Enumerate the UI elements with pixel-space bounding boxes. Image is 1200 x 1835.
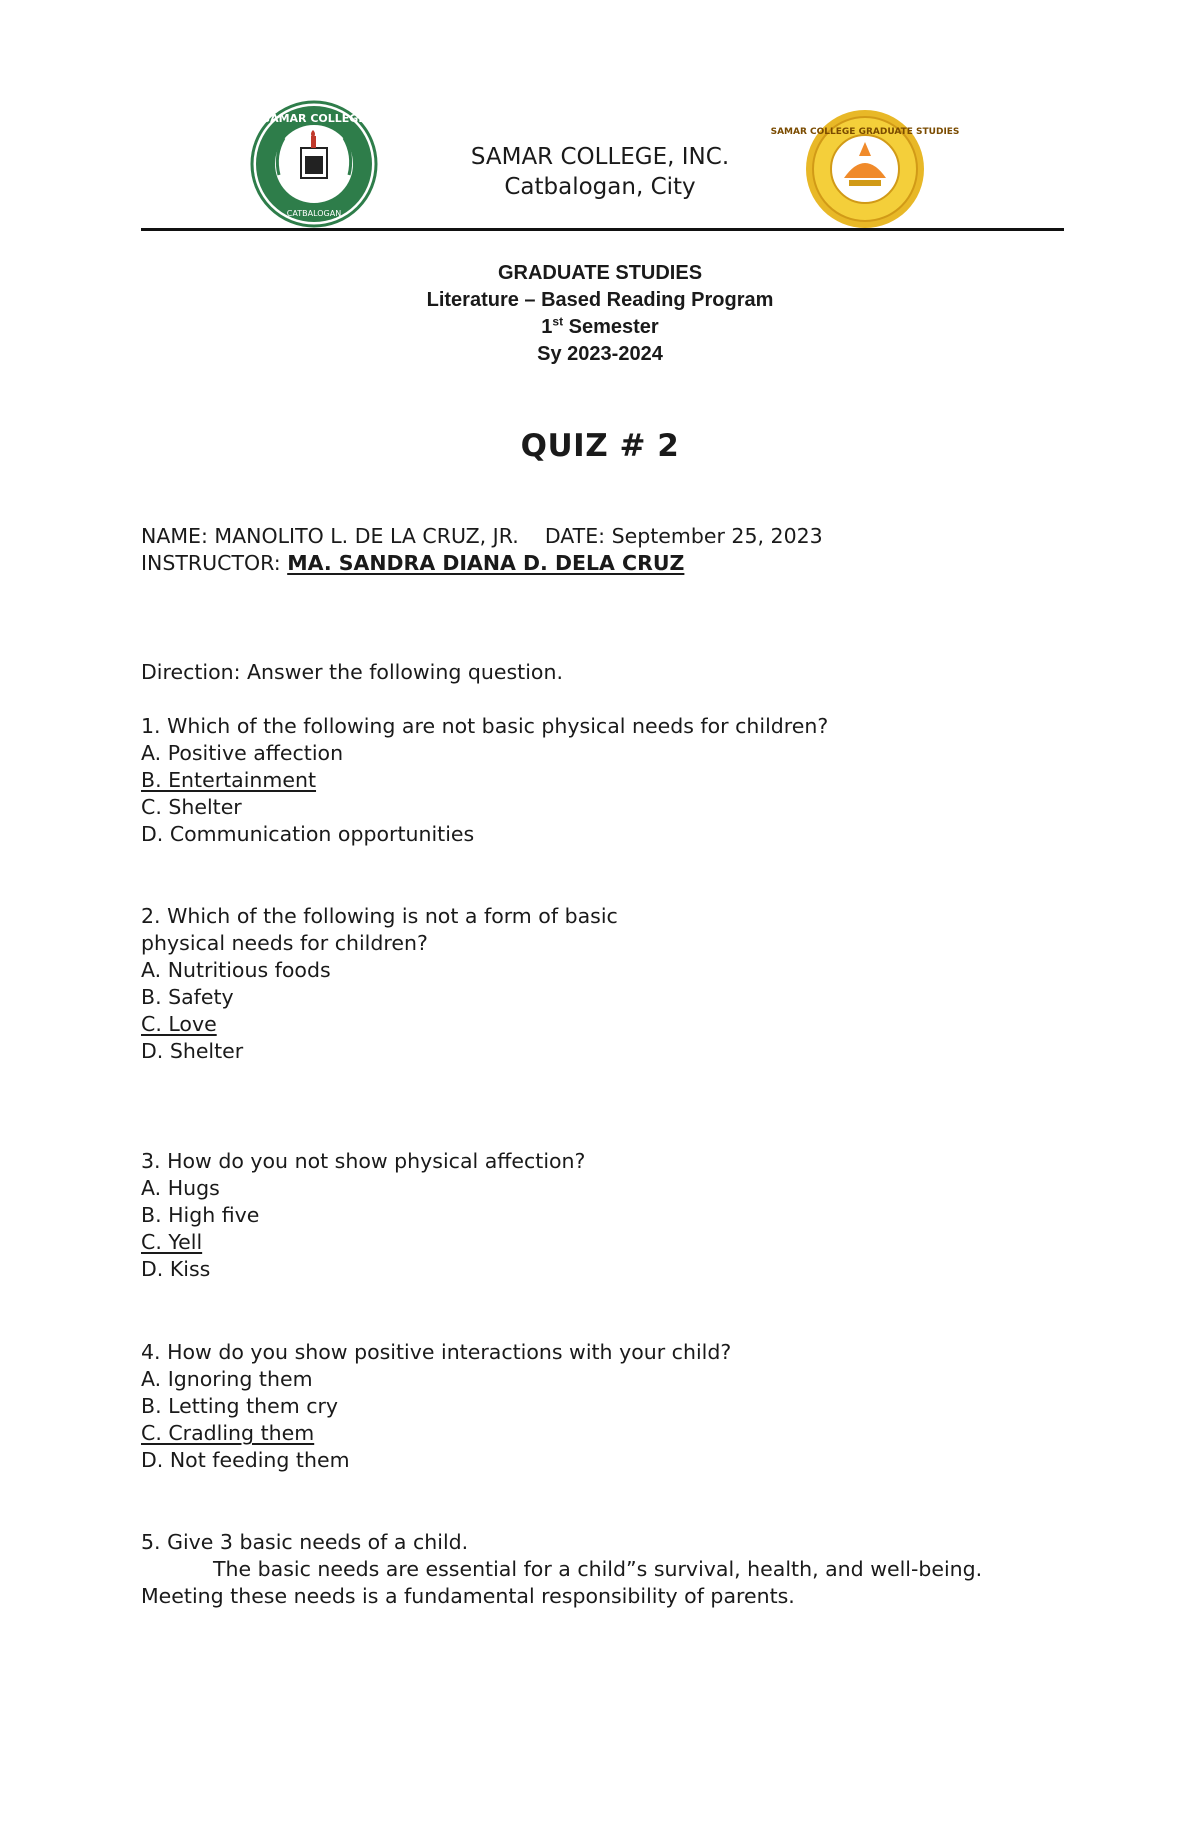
question-text: physical needs for children? — [141, 931, 428, 955]
option: C. Shelter — [141, 795, 242, 819]
question-4 — [141, 1339, 731, 1474]
option: A. Positive affection — [141, 741, 344, 765]
school-year: Sy 2023-2024 — [537, 343, 663, 365]
question-2 — [141, 903, 618, 1065]
quiz-title: QUIZ # 2 — [520, 428, 680, 464]
option-selected: C. Cradling them — [141, 1421, 315, 1445]
option: D. Not feeding them — [141, 1448, 350, 1472]
question-3 — [141, 1148, 585, 1283]
header-divider — [141, 228, 1064, 231]
option: A. Hugs — [141, 1176, 220, 1200]
question-text: 2. Which of the following is not a form of basic — [141, 904, 618, 928]
direction-text: Direction: Answer the following question. — [141, 660, 563, 684]
semester-line: 1st Semester — [541, 314, 659, 338]
option-selected: B. Entertainment — [141, 768, 317, 792]
option: B. Safety — [141, 985, 234, 1009]
quiz-date: September 25, 2023 — [611, 524, 823, 548]
seal-ring-text: SAMAR COLLEGE — [262, 112, 366, 125]
option-selected: C. Yell — [141, 1230, 203, 1254]
option: A. Ignoring them — [141, 1367, 313, 1391]
question-5 — [141, 1529, 1071, 1610]
option: D. Shelter — [141, 1039, 244, 1063]
student-name: MANOLITO L. DE LA CRUZ, JR. — [214, 524, 519, 548]
question-text: 4. How do you show positive interactions with your child? — [141, 1340, 732, 1364]
answer-text: Meeting these needs is a fundamental responsibility of parents. — [141, 1584, 795, 1608]
option: B. Letting them cry — [141, 1394, 339, 1418]
department-title: GRADUATE STUDIES — [497, 262, 703, 284]
option: D. Kiss — [141, 1257, 211, 1281]
instructor-line: INSTRUCTOR: MA. SANDRA DIANA D. DELA CRUZ — [141, 551, 685, 575]
option-selected: C. Love — [141, 1012, 217, 1036]
name-date-line: NAME: MANOLITO L. DE LA CRUZ, JR. DATE: September 25, 2023 — [141, 524, 823, 548]
option: D. Communication opportunities — [141, 822, 475, 846]
seal-ring-text: SAMAR COLLEGE GRADUATE STUDIES — [770, 127, 960, 137]
option: B. High five — [141, 1203, 260, 1227]
institution-name: SAMAR COLLEGE, INC. — [470, 144, 730, 170]
seal-bottom-text: CATBALOGAN — [286, 209, 342, 218]
option: A. Nutritious foods — [141, 958, 331, 982]
question-text: 5. Give 3 basic needs of a child. — [141, 1530, 469, 1554]
program-title: Literature – Based Reading Program — [426, 289, 774, 311]
instructor-name: MA. SANDRA DIANA D. DELA CRUZ — [287, 551, 685, 575]
question-1 — [141, 713, 828, 848]
question-text: 3. How do you not show physical affection? — [141, 1149, 586, 1173]
question-text: 1. Which of the following are not basic physical needs for children? — [141, 714, 829, 738]
answer-text: The basic needs are essential for a child”s survival, health, and well-being. — [213, 1557, 983, 1581]
institution-city: Catbalogan, City — [504, 174, 696, 200]
